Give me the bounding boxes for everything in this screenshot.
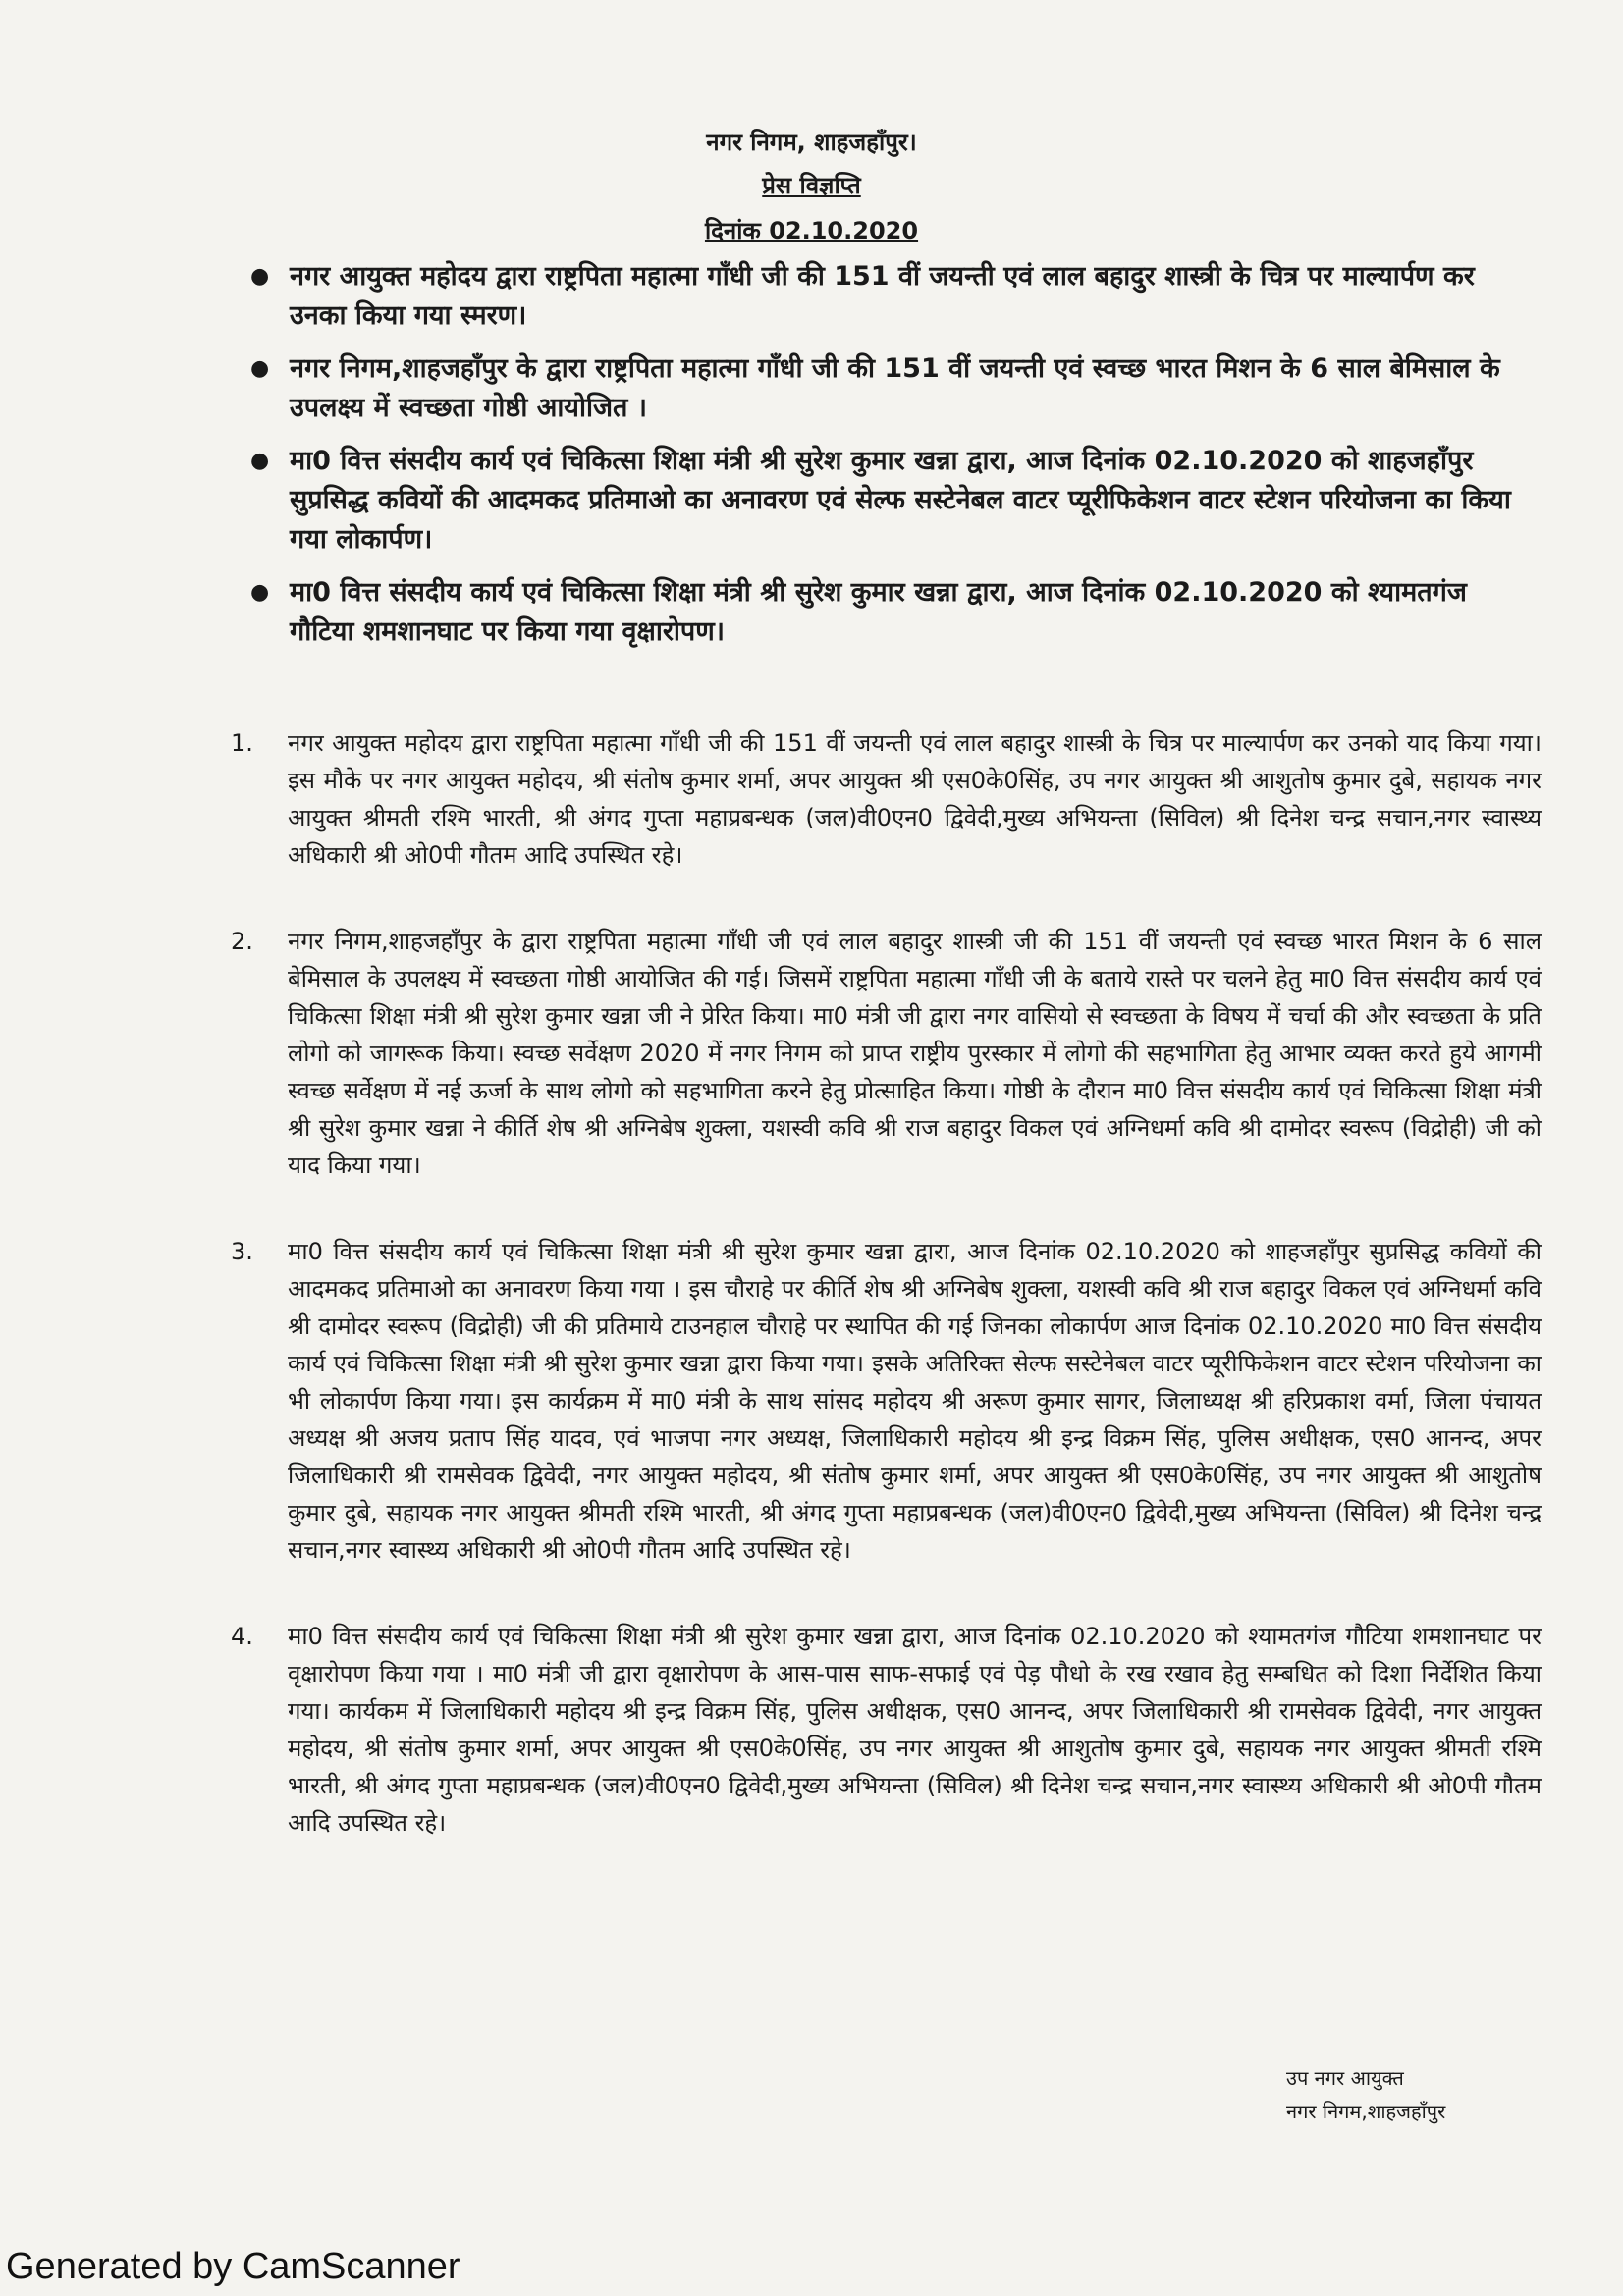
document-title: प्रेस विज्ञप्ति	[762, 172, 861, 199]
signature-office: नगर निगम,शाहजहाँपुर	[1286, 2100, 1446, 2123]
paragraph-text: नगर आयुक्त महोदय द्वारा राष्ट्रपिता महात्मा गाँधी जी की 151 वीं जयन्ती एवं लाल बहादुर शास्त्री के चित्र पर माल्यार्पण कर उनको याद किया गया। इस मौके पर नगर आयुक्त महोदय, श्री संतोष कुमार शर्मा, अपर आयुक्त श्री एस0के0सिंह, उप नगर आयुक्त श्री आशुतोष कुमार दुबे, सहायक नगर आयुक्त श्रीमती रश्मि भारती, श्री अंगद गुप्ता महाप्रबन्धक (जल)वी0एन0 द्विवेदी,मुख्य अभियन्ता (सिविल) श्री दिनेश चन्द्र सचान,नगर स्वास्थ्य अधिकारी श्री ओ0पी गौतम आदि उपस्थित रहे।	[288, 729, 1542, 869]
paragraph-text: नगर निगम,शाहजहाँपुर के द्वारा राष्ट्रपिता महात्मा गाँधी जी एवं लाल बहादुर शास्त्री जी की 151 वीं जयन्ती एवं स्वच्छ भारत मिशन के 6 साल बेमिसाल के उपलक्ष्य में स्वच्छता गोष्ठी आयोजित की गई। जिसमें राष्ट्रपिता महात्मा गाँधी जी के बताये रास्ते पर चलने हेतु मा0 वित्त संसदीय कार्य एवं चिकित्सा शिक्षा मंत्री श्री सुरेश कुमार खन्ना जी ने प्रेरित किया। मा0 मंत्री जी द्वारा नगर वासियो से स्वच्छता के विषय में चर्चा की और स्वच्छता के प्रति लोगो को जागरूक किया। स्वच्छ सर्वेक्षण 2020 में नगर निगम को प्राप्त राष्ट्रीय पुरस्कार में लोगो की सहभागिता हेतु आभार व्यक्त करते हुये आगमी स्वच्छ सर्वेक्षण में नई ऊर्जा के साथ लोगो को सहभागिता करने हेतु प्रोत्साहित किया। गोष्ठी के दौरान मा0 वित्त संसदीय कार्य एवं चिकित्सा शिक्षा मंत्री श्री सुरेश कुमार खन्ना ने कीर्ति शेष श्री अग्निबेष शुक्ला, यशस्वी कवि श्री राज बहादुर विकल एवं अग्निधर्मा कवि श्री दामोदर स्वरूप (विद्रोही) जी को याद किया गया।	[288, 928, 1542, 1179]
highlight-item: ● मा0 वित्त संसदीय कार्य एवं चिकित्सा शिक्षा मंत्री श्री सुरेश कुमार खन्ना द्वारा, आज दिनांक 02.10.2020 को श्यामतगंज गौटिया शमशानघाट पर किया गया वृक्षारोपण।	[250, 573, 1527, 652]
highlight-item: ● मा0 वित्त संसदीय कार्य एवं चिकित्सा शिक्षा मंत्री श्री सुरेश कुमार खन्ना द्वारा, आज दिनांक 02.10.2020 को शाहजहाँपुर सुप्रसिद्ध कवियों की आदमकद प्रतिमाओ का अनावरण एवं सेल्फ सस्टेनेबल वाटर प्यूरीफिकेशन वाटर स्टेशन परियोजना का किया गया लोकार्पण।	[250, 442, 1527, 560]
signature-block	[1286, 2061, 1445, 2128]
paragraph-number: 2.	[231, 928, 253, 955]
paragraph-text: मा0 वित्त संसदीय कार्य एवं चिकित्सा शिक्षा मंत्री श्री सुरेश कुमार खन्ना द्वारा, आज दिनांक 02.10.2020 को श्यामतगंज गौटिया शमशानघाट पर वृक्षारोपण किया गया । मा0 मंत्री जी द्वारा वृक्षारोपण के आस-पास साफ-सफाई एवं पेड़ पौधो के रख रखाव हेतु सम्बधित को दिशा निर्देशित किया गया। कार्यकम में जिलाधिकारी महोदय श्री इन्द्र विक्रम सिंह, पुलिस अधीक्षक, एस0 आनन्द, अपर जिलाधिकारी श्री रामसेवक द्विवेदी, नगर आयुक्त महोदय, श्री संतोष कुमार शर्मा, अपर आयुक्त श्री एस0के0सिंह, उप नगर आयुक्त श्री आशुतोष कुमार दुबे, सहायक नगर आयुक्त श्रीमती रश्मि भारती, श्री अंगद गुप्ता महाप्रबन्धक (जल)वी0एन0 द्विवेदी,मुख्य अभियन्ता (सिविल) श्री दिनेश चन्द्र सचान,नगर स्वास्थ्य अधिकारी श्री ओ0पी गौतम आदि उपस्थित रहे।	[288, 1623, 1542, 1837]
paragraph-number: 3.	[231, 1238, 253, 1265]
detail-paragraph	[231, 1233, 1542, 1569]
detail-paragraph	[231, 923, 1542, 1184]
highlight-item: ● नगर आयुक्त महोदय द्वारा राष्ट्रपिता महात्मा गाँधी जी की 151 वीं जयन्ती एवं लाल बहादुर शास्त्री के चित्र पर माल्यार्पण कर उनका किया गया स्मरण।	[250, 257, 1527, 336]
details-list	[231, 724, 1542, 1891]
organization-name: नगर निगम, शाहजहाँपुर।	[706, 129, 917, 156]
signature-designation: उप नगर आयुक्त	[1286, 2066, 1404, 2090]
scanner-watermark: Generated by CamScanner	[6, 2246, 460, 2287]
paragraph-number: 4.	[231, 1623, 253, 1650]
paragraph-text: मा0 वित्त संसदीय कार्य एवं चिकित्सा शिक्षा मंत्री श्री सुरेश कुमार खन्ना द्वारा, आज दिनांक 02.10.2020 को शाहजहाँपुर सुप्रसिद्ध कवियों की आदमकद प्रतिमाओ का अनावरण किया गया । इस चौराहे पर कीर्ति शेष श्री अग्निबेष शुक्ला, यशस्वी कवि श्री राज बहादुर विकल एवं अग्निधर्मा कवि श्री दामोदर स्वरूप (विद्रोही) जी की प्रतिमाये टाउनहाल चौराहे पर स्थापित की गई जिनका लोकार्पण आज दिनांक 02.10.2020 मा0 वित्त संसदीय कार्य एवं चिकित्सा शिक्षा मंत्री श्री सुरेश कुमार खन्ना द्वारा किया गया। इसके अतिरिक्त सेल्फ सस्टेनेबल वाटर प्यूरीफिकेशन वाटर स्टेशन परियोजना का भी लोकार्पण किया गया। इस कार्यक्रम में मा0 मंत्री के साथ सांसद महोदय श्री अरूण कुमार सागर, जिलाध्यक्ष श्री हरिप्रकाश वर्मा, जिला पंचायत अध्यक्ष श्री अजय प्रताप सिंह यादव, एवं भाजपा नगर अध्यक्ष, जिलाधिकारी महोदय श्री इन्द्र विक्रम सिंह, पुलिस अधीक्षक, एस0 आनन्द, अपर जिलाधिकारी श्री रामसेवक द्विवेदी, नगर आयुक्त महोदय, श्री संतोष कुमार शर्मा, अपर आयुक्त श्री एस0के0सिंह, उप नगर आयुक्त श्री आशुतोष कुमार दुबे, सहायक नगर आयुक्त श्रीमती रश्मि भारती, श्री अंगद गुप्ता महाप्रबन्धक (जल)वी0एन0 द्विवेदी,मुख्य अभियन्ता (सिविल) श्री दिनेश चन्द्र सचान,नगर स्वास्थ्य अधिकारी श्री ओ0पी गौतम आदि उपस्थित रहे।	[288, 1238, 1542, 1564]
highlight-item: ● नगर निगम,शाहजहाँपुर के द्वारा राष्ट्रपिता महात्मा गाँधी जी की 151 वीं जयन्ती एवं स्वच्छ भारत मिशन के 6 साल बेमिसाल के उपलक्ष्य में स्वच्छता गोष्ठी आयोजित ।	[250, 349, 1527, 428]
paragraph-number: 1.	[231, 729, 253, 757]
detail-paragraph	[231, 724, 1542, 874]
detail-paragraph	[231, 1618, 1542, 1842]
highlights-list	[250, 257, 1527, 666]
document-date: दिनांक 02.10.2020	[704, 217, 919, 244]
